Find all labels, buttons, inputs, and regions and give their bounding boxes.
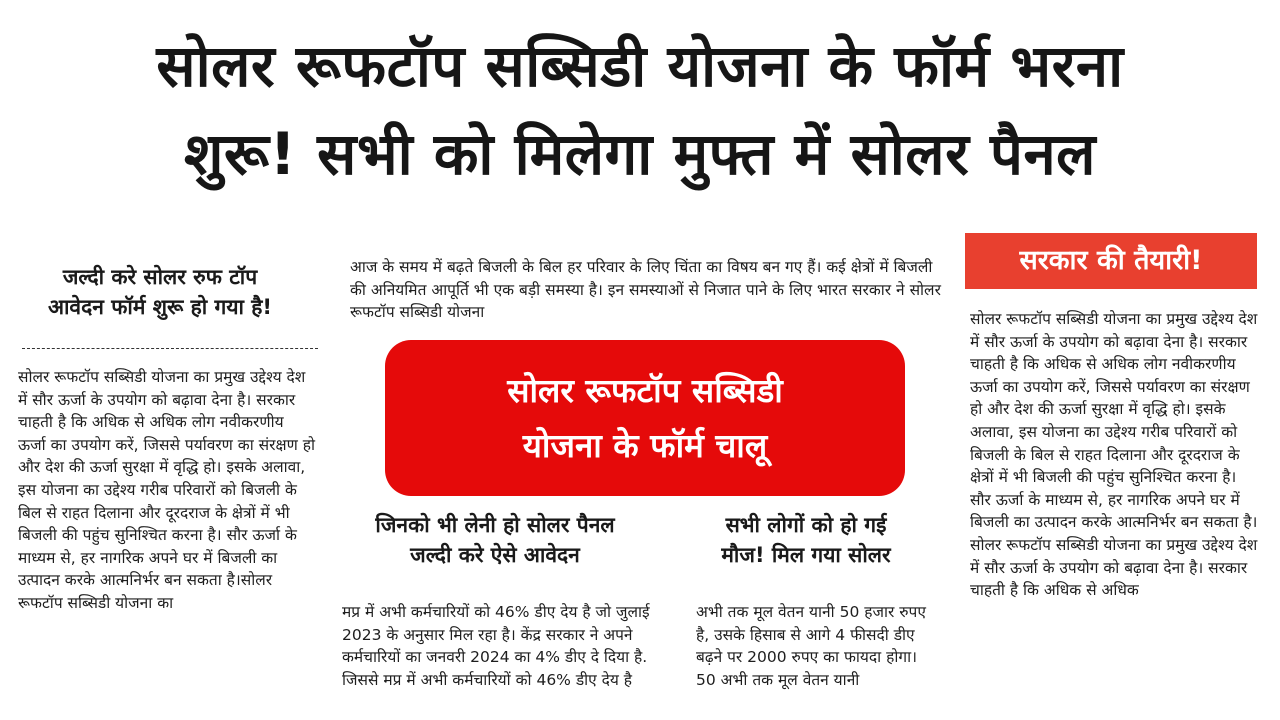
mid-left-body	[342, 601, 662, 720]
left-subhead-line-1: जल्दी करे सोलर रुफ टॉप	[62, 265, 258, 289]
mid-right-subhead	[686, 510, 926, 570]
headline-line-1: सोलर रूफटॉप सब्सिडी योजना के फॉर्म भरना	[156, 32, 1124, 100]
headline	[0, 22, 1280, 198]
banner-line-1: सोलर रूफटॉप सब्सिडी	[507, 371, 783, 410]
mid-left-subhead	[330, 510, 660, 570]
mid-right-body-text: अभी तक मूल वेतन यानी 50 हजार रुपए है, उसके हिसाब से आगे 4 फीसदी डीए बढ़ने पर 2000 रुपए का फायदा होगा। 50 अभी तक मूल वेतन यानी	[696, 603, 926, 689]
left-divider	[22, 348, 318, 349]
left-column-body	[18, 366, 316, 720]
mid-right-subhead-line-2: मौज! मिल गया सोलर	[721, 543, 891, 567]
left-subhead-line-2: आवेदन फॉर्म शुरू हो गया है!	[47, 295, 273, 319]
banner-line-2: योजना के फॉर्म चालू	[522, 426, 768, 465]
right-column-body	[970, 308, 1262, 720]
mid-right-body	[696, 601, 928, 720]
left-subhead	[8, 262, 312, 322]
right-body-text: सोलर रूफटॉप सब्सिडी योजना का प्रमुख उद्देश्य देश में सौर ऊर्जा के उपयोग को बढ़ावा देना है। सरकार चाहती है कि अधिक से अधिक लोग नवीकरणीय ऊर्जा का उपयोग करें, जिससे पर्यावरण का संरक्षण हो और देश की ऊर्जा सुरक्षा में वृद्धि हो। इसके अलावा, इस योजना का उद्देश्य गरीब परिवारों को बिजली के बिल से राहत दिलाना और दूरदराज के क्षेत्रों में भी बिजली की पहुंच सुनिश्चित करना है। सौर ऊर्जा के माध्यम से, हर नागरिक अपने घर में बिजली का उत्पादन करके आत्मनिर्भर बन सकता है। सोलर रूफटॉप सब्सिडी योजना का प्रमुख उद्देश्य देश में सौर ऊर्जा के उपयोग को बढ़ावा देना है। सरकार चाहती है कि अधिक से अधिक	[970, 310, 1258, 600]
sarkar-ki-taiyari-badge: सरकार की तैयारी!	[965, 233, 1257, 289]
headline-line-2: शुरू! सभी को मिलेगा मुफ्त में सोलर पैनल	[183, 120, 1096, 188]
mid-left-body-text: मप्र में अभी कर्मचारियों को 46% डीए देय है जो जुलाई 2023 के अनुसार मिल रहा है। केंद्र सरकार ने अपने कर्मचारियों का जनवरी 2024 का 4% डीए दे दिया है. जिससे मप्र में अभी कर्मचारियों को 46% डीए देय है	[342, 603, 650, 689]
center-body-text: आज के समय में बढ़ते बिजली के बिल हर परिवार के लिए चिंता का विषय बन गए हैं। कई क्षेत्रों में बिजली की अनियमित आपूर्ति भी एक बड़ी समस्या है। इन समस्याओं से निजात पाने के लिए भारत सरकार ने सोलर रूफटॉप सब्सिडी योजना	[350, 258, 941, 322]
form-open-banner	[385, 340, 905, 496]
left-body-text: सोलर रूफटॉप सब्सिडी योजना का प्रमुख उद्देश्य देश में सौर ऊर्जा के उपयोग को बढ़ावा देना है। सरकार चाहती है कि अधिक से अधिक लोग नवीकरणीय ऊर्जा का उपयोग करें, जिससे पर्यावरण का संरक्षण हो और देश की ऊर्जा सुरक्षा में वृद्धि हो। इसके अलावा, इस योजना का उद्देश्य गरीब परिवारों को बिजली के बिल से राहत दिलाना और दूरदराज के क्षेत्रों में भी बिजली की पहुंच सुनिश्चित करना है। सौर ऊर्जा के माध्यम से, हर नागरिक अपने घर में बिजली का उत्पादन करके आत्मनिर्भर बन सकता है।सोलर रूफटॉप सब्सिडी योजना का	[18, 368, 315, 612]
mid-right-subhead-line-1: सभी लोगों को हो गई	[725, 513, 887, 537]
mid-left-subhead-line-1: जिनको भी लेनी हो सोलर पैनल	[375, 513, 615, 537]
mid-left-subhead-line-2: जल्दी करे ऐसे आवेदन	[410, 543, 580, 567]
